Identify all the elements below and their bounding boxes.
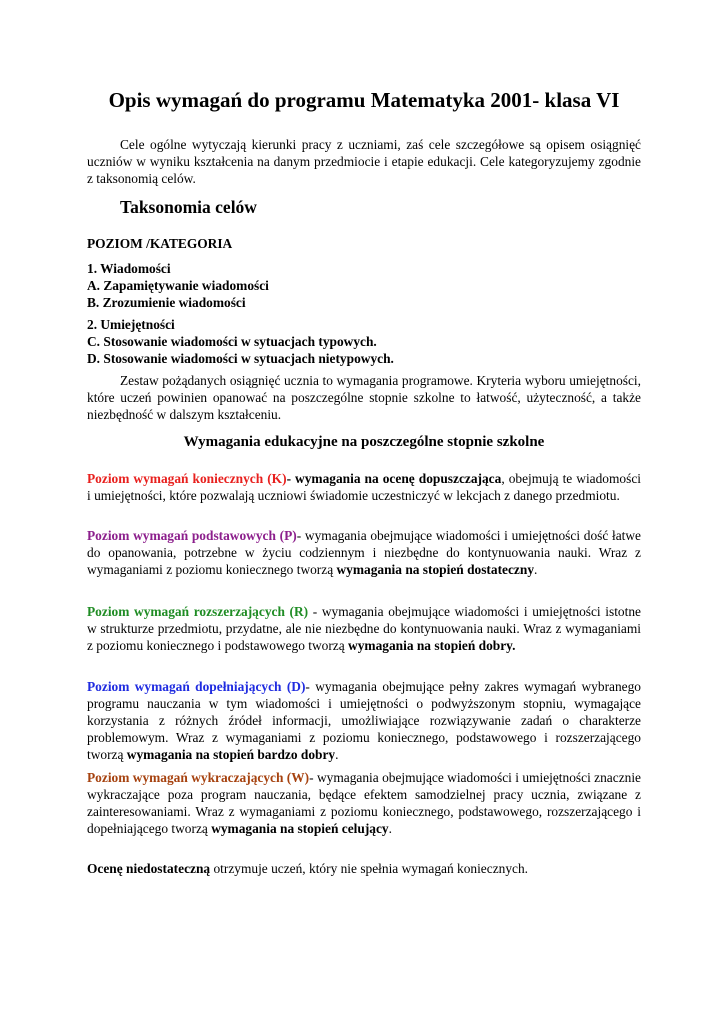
level-d-end: . <box>335 747 339 762</box>
level-p-grade: wymagania na stopień dostateczny <box>336 562 535 577</box>
list-item: A. Zapamiętywanie wiadomości <box>87 278 269 293</box>
level-d-paragraph <box>87 678 641 763</box>
level-k-text: , obejmują te wiadomości i umiejętności, które pozwalają uczniowi świadomie uczestniczyć w lekcjach z danego przedmiotu. <box>87 471 641 503</box>
level-p-end: . <box>534 562 538 577</box>
level-k-grade: - wymagania na ocenę dopuszczająca <box>286 471 502 486</box>
level-d-name: Poziom wymagań dopełniających (D) <box>87 679 306 694</box>
list-item: 1. Wiadomości <box>87 261 171 276</box>
category-heading: POZIOM /KATEGORIA <box>87 236 233 251</box>
requirements-heading: Wymagania edukacyjne na poszczególne stopnie szkolne <box>183 434 545 450</box>
level-r-paragraph <box>87 603 641 654</box>
level-p-text: - wymagania obejmujące wiadomości i umiejętności dość łatwe do opanowania, potrzebne w życiu codziennym i niezbędne do kontynuowania nauki. Wraz z wymaganiami z poziomu koniecznego tworzą <box>87 528 641 577</box>
final-grade: Ocenę niedostateczną <box>87 861 211 876</box>
intro-paragraph: Cele ogólne wytyczają kierunki pracy z uczniami, zaś cele szczegółowe są opisem osiągnięć uczniów w wyniku kształcenia na danym przedmiocie i etapie edukacji. Cele kategoryzujemy zgodnie z taksonomią celów. <box>87 137 641 186</box>
list-item: D. Stosowanie wiadomości w sytuacjach nietypowych. <box>87 351 394 366</box>
level-p-name: Poziom wymagań podstawowych (P) <box>87 528 297 543</box>
knowledge-list <box>87 260 269 311</box>
level-w-text: - wymagania obejmujące wiadomości i umiejętności znacznie wykraczające poza program nauczania, będące efektem samodzielnej pracy ucznia, związane z zainteresowaniami. Wraz z wymaganiami z poziomu koniecznego, podstawowego, rozszerzającego i dopełniającego tworzą <box>87 770 642 836</box>
list-item: C. Stosowanie wiadomości w sytuacjach typowych. <box>87 334 377 349</box>
level-w-grade: wymagania na stopień celujący <box>211 821 389 836</box>
skills-list <box>87 316 394 367</box>
level-r-text: - wymagania obejmujące wiadomości i umiejętności istotne w strukturze przedmiotu, przydatne, ale nie niezbędne do kontynuowania nauki. Wraz z wymaganiami z poziomu koniecznego i podstawowego tworzą <box>87 604 641 653</box>
level-d-text: - wymagania obejmujące pełny zakres wymagań wybranego programu nauczania w tym wiadomości i umiejętności o podwyższonym stopniu, wymagające korzystania z różnych źródeł informacji, umożliwiające rozwiązywanie zadań o charakterze problemowym. Wraz z wymaganiami z poziomu koniecznego, podstawowego i rozszerzającego tworzą <box>87 679 641 762</box>
final-text: otrzymuje uczeń, który nie spełnia wymagań koniecznych. <box>210 861 529 876</box>
level-w-name: Poziom wymagań wykraczających (W) <box>87 770 310 785</box>
taxonomy-heading: Taksonomia celów <box>120 197 257 217</box>
list-item: 2. Umiejętności <box>87 317 175 332</box>
level-r-name: Poziom wymagań rozszerzających (R) <box>87 604 309 619</box>
set-paragraph: Zestaw pożądanych osiągnięć ucznia to wymagania programowe. Kryteria wyboru umiejętności, które uczeń powinien opanować na poszczególne stopnie szkolne to łatwość, użyteczność, a także niezbędność w dalszym kształceniu. <box>87 373 641 422</box>
level-d-grade: wymagania na stopień bardzo dobry <box>126 747 336 762</box>
level-w-end: . <box>388 821 392 836</box>
level-r-grade: wymagania na stopień dobry. <box>348 638 516 653</box>
level-k-paragraph <box>87 470 641 504</box>
document-title: Opis wymagań do programu Matematyka 2001- klasa VI <box>108 88 620 112</box>
level-p-paragraph <box>87 527 641 578</box>
level-w-paragraph <box>87 769 641 837</box>
final-paragraph <box>87 860 641 877</box>
level-k-name: Poziom wymagań koniecznych (K) <box>87 471 287 486</box>
list-item: B. Zrozumienie wiadomości <box>87 295 246 310</box>
